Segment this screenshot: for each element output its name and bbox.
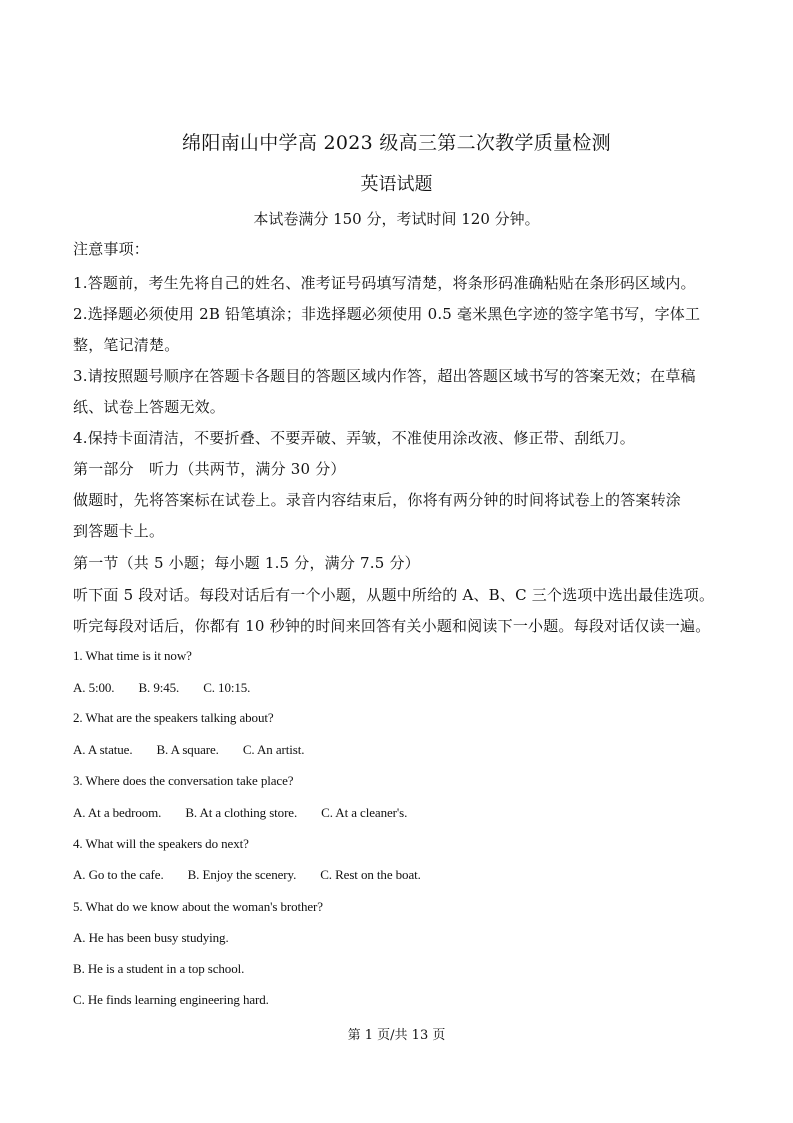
question-options: [73, 867, 445, 883]
option-b: B. At a clothing store.: [185, 805, 298, 820]
option-b: B. A square.: [156, 742, 219, 757]
option-b: B. He is a student in a top school.: [73, 961, 245, 976]
question-stem: 3. Where does the conversation take place?: [73, 773, 294, 788]
section1-instruction: 听下面 5 段对话。每段对话后有一个小题，从题中所给的 A、B、C 三个选项中选出最佳选项。: [73, 586, 715, 604]
note-line: 3.请按照题号顺序在答题卡各题目的答题区域内作答，超出答题区域书写的答案无效；在草稿: [73, 367, 696, 385]
section1-instruction: 听完每段对话后，你都有 10 秒钟的时间来回答有关小题和阅读下一小题。每段对话仅读一遍。: [73, 617, 711, 635]
page-footer: 第 1 页/共 13 页: [347, 1028, 446, 1043]
question-stem: 4. What will the speakers do next?: [73, 836, 249, 851]
subject-title: 英语试题: [360, 174, 433, 195]
part1-instruction: 到答题卡上。: [73, 522, 165, 540]
option-c: C. An artist.: [242, 742, 305, 757]
option-a: A. At a bedroom.: [73, 805, 162, 820]
note-line: 纸、试卷上答题无效。: [73, 398, 226, 416]
section1-heading: 第一节（共 5 小题；每小题 1.5 分，满分 7.5 分）: [73, 554, 420, 572]
option-c: C. At a cleaner's.: [321, 805, 408, 820]
note-line: 4.保持卡面清洁，不要折叠、不要弄破、弄皱，不准使用涂改液、修正带、刮纸刀。: [73, 429, 635, 447]
part1-heading: 第一部分 听力（共两节，满分 30 分）: [73, 460, 346, 478]
option-c: C. Rest on the boat.: [320, 867, 421, 882]
part1-instruction: 做题时，先将答案标在试卷上。录音内容结束后，你将有两分钟的时间将试卷上的答案转涂: [73, 491, 682, 509]
question-stem: 5. What do we know about the woman's brother?: [73, 899, 323, 914]
question-options: [73, 680, 274, 696]
option-a: A. 5:00.: [73, 680, 115, 695]
question-stem: 1. What time is it now?: [73, 648, 192, 663]
option-b: B. 9:45.: [138, 680, 180, 695]
exam-info: 本试卷满分 150 分，考试时间 120 分钟。: [253, 210, 540, 228]
note-line: 2.选择题必须使用 2B 铅笔填涂；非选择题必须使用 0.5 毫米黑色字迹的签字笔书写，字体工: [73, 305, 701, 323]
option-a: A. A statue.: [73, 742, 133, 757]
note-line: 整，笔记清楚。: [73, 336, 180, 354]
question-stem: 2. What are the speakers talking about?: [73, 710, 274, 725]
notes-heading: 注意事项：: [73, 240, 150, 258]
option-b: B. Enjoy the scenery.: [187, 867, 297, 882]
note-line: 1.答题前，考生先将自己的姓名、准考证号码填写清楚，将条形码准确粘贴在条形码区域内。: [73, 274, 696, 292]
option-c: C. He finds learning engineering hard.: [73, 992, 269, 1007]
option-a: A. He has been busy studying.: [73, 930, 229, 945]
option-a: A. Go to the cafe.: [73, 867, 164, 882]
exam-title: 绵阳南山中学高 2023 级高三第二次教学质量检测: [182, 132, 611, 154]
question-options: [73, 805, 431, 821]
question-options: [73, 742, 328, 758]
option-c: C. 10:15.: [203, 680, 251, 695]
